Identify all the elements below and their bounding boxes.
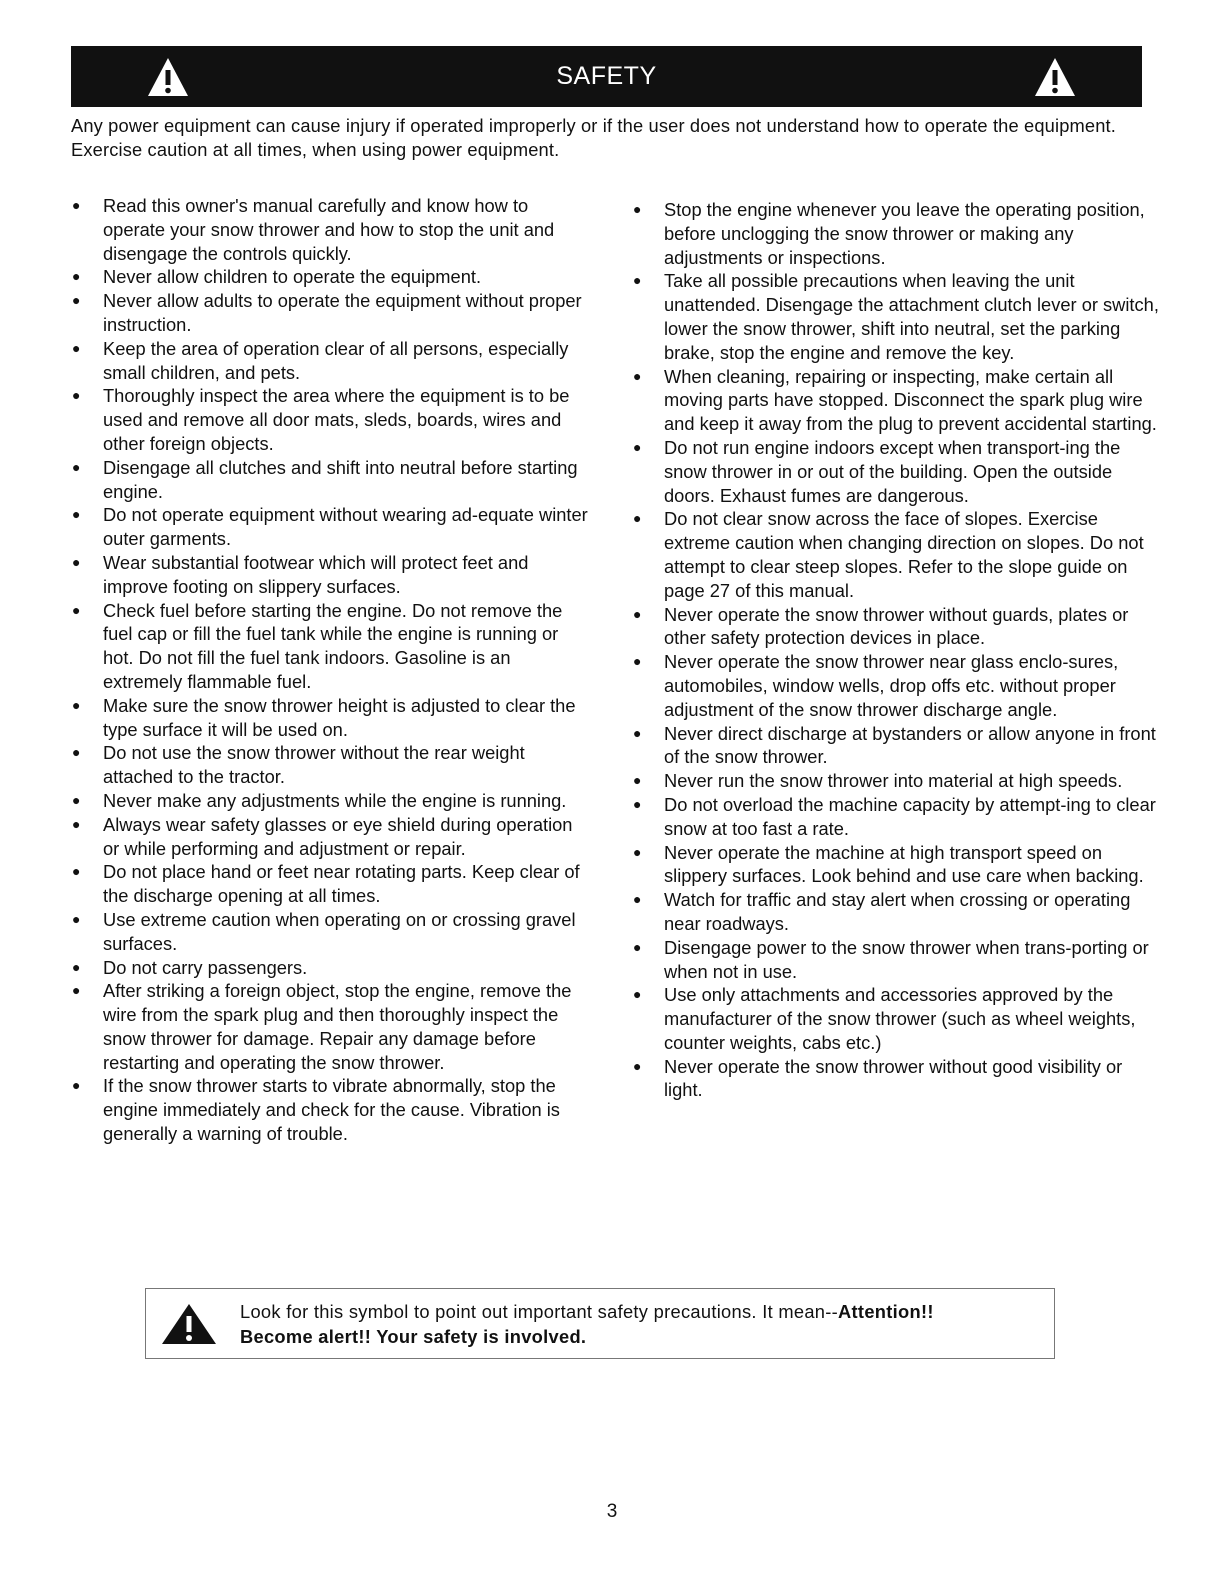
bullet-icon: ● xyxy=(633,724,642,741)
list-item-text: Never operate the snow thrower near glass enclo-sures, automobiles, window wells, drop offs etc. without proper adjustment of the snow thrower discharge angle. xyxy=(664,651,1119,720)
list-item xyxy=(72,551,592,599)
list-item xyxy=(72,289,592,337)
bullet-icon: ● xyxy=(72,339,81,356)
list-item-text: Disengage all clutches and shift into neutral before starting engine. xyxy=(103,456,578,502)
list-item-text: Never make any adjustments while the engine is running. xyxy=(103,789,567,811)
list-item xyxy=(633,507,1163,602)
list-item-text: Do not carry passengers. xyxy=(103,956,308,978)
safety-list-left xyxy=(72,194,592,1146)
list-item-text: When cleaning, repairing or inspecting, make certain all moving parts have stopped. Disconnect the spark plug wire and keep it away from the plug to prevent accidental starting. xyxy=(664,365,1157,435)
list-item-text: Never allow adults to operate the equipment without proper instruction. xyxy=(103,290,582,335)
list-item-text: Never allow children to operate the equipment. xyxy=(103,266,482,288)
list-item-text: Use only attachments and accessories approved by the manufacturer of the snow thrower (such as wheel weights, counter weights, cabs etc.) xyxy=(664,984,1136,1053)
bullet-icon: ● xyxy=(72,744,81,761)
list-item-text: Do not use the snow thrower without the rear weight attached to the tractor. xyxy=(103,742,525,788)
safety-notice-text xyxy=(240,1299,1050,1349)
bullet-icon: ● xyxy=(633,653,642,670)
list-item-text: If the snow thrower starts to vibrate abnormally, stop the engine immediately and check for the cause. Vibration is generally a warning of trouble. xyxy=(103,1075,560,1145)
page-title: SAFETY xyxy=(556,62,657,90)
bullet-icon: ● xyxy=(72,197,81,213)
list-item-text: Never run the snow thrower into material at high speeds. xyxy=(664,770,1123,792)
list-item-text: Do not operate equipment without wearing ad-equate winter outer garments. xyxy=(103,504,588,550)
page-number: 3 xyxy=(606,1501,618,1522)
list-item xyxy=(72,265,592,289)
list-item xyxy=(72,956,592,980)
warning-triangle-icon xyxy=(161,1303,217,1345)
list-item xyxy=(633,198,1163,269)
list-item xyxy=(633,983,1163,1054)
bullet-icon: ● xyxy=(633,795,642,812)
list-item xyxy=(72,503,592,551)
list-item xyxy=(633,1055,1163,1103)
bullet-icon: ● xyxy=(633,891,642,908)
list-item-text: Never operate the snow thrower without guards, plates or other safety protection devices in place. xyxy=(664,603,1129,649)
list-item-text: Read this owner's manual carefully and know how to operate your snow thrower and how to stop the unit and disengage the controls quickly. xyxy=(103,195,555,264)
bullet-icon: ● xyxy=(633,772,642,789)
list-item-text: Do not place hand or feet near rotating parts. Keep clear of the discharge opening at all times. xyxy=(103,861,580,907)
list-item xyxy=(72,908,592,956)
list-item xyxy=(72,979,592,1074)
list-item-text: Always wear safety glasses or eye shield during operation or while performing and adjustment or repair. xyxy=(103,813,573,859)
list-item-text: Stop the engine whenever you leave the operating position, before unclogging the snow thrower or making any adjustments or inspections. xyxy=(664,199,1145,268)
list-item-text: Make sure the snow thrower height is adjusted to clear the type surface it will be used on. xyxy=(103,694,576,740)
bullet-icon: ● xyxy=(72,910,81,927)
list-item xyxy=(72,860,592,908)
bullet-icon: ● xyxy=(72,1077,81,1094)
safety-notice-box xyxy=(145,1288,1055,1359)
list-item xyxy=(633,936,1163,984)
bullet-icon: ● xyxy=(72,601,81,618)
safety-list-right xyxy=(633,198,1163,1102)
list-item-text: Do not clear snow across the face of slopes. Exercise extreme caution when changing direction on slopes. Do not attempt to clear steep slopes. Refer to the slope guide on page 27 of this manual. xyxy=(664,508,1144,601)
list-item-text: After striking a foreign object, stop the engine, remove the wire from the spark plug and then thoroughly inspect the snow thrower for damage. Repair any damage before restarting and operating the snow thrower. xyxy=(103,980,572,1073)
list-item xyxy=(72,694,592,742)
notice-attention: Attention!! xyxy=(838,1301,934,1322)
list-item xyxy=(633,603,1163,651)
bullet-icon: ● xyxy=(72,815,81,832)
list-item xyxy=(633,269,1163,364)
list-item-text: Do not run engine indoors except when transport-ing the snow thrower in or out of the building. Open the outside doors. Exhaust fumes are dangerous. xyxy=(664,436,1121,506)
warning-triangle-icon xyxy=(146,56,190,98)
bullet-icon: ● xyxy=(633,201,642,217)
list-item xyxy=(72,813,592,861)
bullet-icon: ● xyxy=(72,458,81,475)
bullet-icon: ● xyxy=(633,510,642,527)
bullet-icon: ● xyxy=(72,863,81,880)
list-item-text: Keep the area of operation clear of all persons, especially small children, and pets. xyxy=(103,337,569,383)
bullet-icon: ● xyxy=(633,605,642,622)
list-item-text: Wear substantial footwear which will protect feet and improve footing on slippery surfaces. xyxy=(103,551,529,597)
list-item xyxy=(633,365,1163,436)
list-item xyxy=(72,1074,592,1145)
list-item xyxy=(72,337,592,385)
list-item xyxy=(72,194,592,265)
list-item-text: Disengage power to the snow thrower when trans-porting or when not in use. xyxy=(664,936,1149,982)
bullet-icon: ● xyxy=(72,292,81,309)
list-item xyxy=(633,841,1163,889)
list-item xyxy=(72,789,592,813)
bullet-icon: ● xyxy=(72,268,81,285)
section-header xyxy=(71,46,1142,107)
list-item-text: Never direct discharge at bystanders or allow anyone in front of the snow thrower. xyxy=(664,722,1156,768)
bullet-icon: ● xyxy=(72,506,81,523)
bullet-icon: ● xyxy=(72,958,81,975)
list-item xyxy=(633,769,1163,793)
list-item xyxy=(72,599,592,694)
list-item xyxy=(72,741,592,789)
intro-paragraph: Any power equipment can cause injury if operated improperly or if the user does not understand how to operate the equipment. Exercise caution at all times, when using power equipment. xyxy=(71,115,1116,160)
notice-text: Look for this symbol to point out important safety precautions. It mean-- xyxy=(240,1301,839,1322)
bullet-icon: ● xyxy=(633,843,642,860)
list-item-text: Check fuel before starting the engine. Do not remove the fuel cap or fill the fuel tank while the engine is running or hot. Do not fill the fuel tank indoors. Gasoline is an extremely flammable fuel. xyxy=(103,599,563,692)
list-item-text: Never operate the snow thrower without good visibility or light. xyxy=(664,1055,1123,1101)
bullet-icon: ● xyxy=(72,553,81,570)
bullet-icon: ● xyxy=(633,438,642,455)
list-item-text: Use extreme caution when operating on or crossing gravel surfaces. xyxy=(103,908,576,954)
list-item-text: Never operate the machine at high transport speed on slippery surfaces. Look behind and use care when backing. xyxy=(664,841,1144,887)
bullet-icon: ● xyxy=(633,986,642,1003)
bullet-icon: ● xyxy=(633,272,642,289)
bullet-icon: ● xyxy=(633,367,642,384)
bullet-icon: ● xyxy=(72,791,81,808)
list-item xyxy=(633,888,1163,936)
list-item xyxy=(72,384,592,455)
list-item xyxy=(633,722,1163,770)
bullet-icon: ● xyxy=(72,982,81,999)
bullet-icon: ● xyxy=(72,387,81,404)
bullet-icon: ● xyxy=(633,938,642,955)
warning-triangle-icon xyxy=(1033,56,1077,98)
notice-alert: Become alert!! Your safety is involved. xyxy=(240,1326,587,1347)
list-item xyxy=(633,436,1163,507)
list-item-text: Watch for traffic and stay alert when crossing or operating near roadways. xyxy=(664,889,1131,934)
list-item xyxy=(633,793,1163,841)
list-item xyxy=(633,650,1163,721)
bullet-icon: ● xyxy=(72,696,81,713)
list-item-text: Do not overload the machine capacity by attempt-ing to clear snow at too fast a rate. xyxy=(664,793,1156,839)
list-item xyxy=(72,456,592,504)
list-item-text: Take all possible precautions when leaving the unit unattended. Disengage the attachment clutch lever or switch, lower the snow thrower, shift into neutral, set the parking brake, stop the engine and remove the key. xyxy=(664,270,1159,363)
list-item-text: Thoroughly inspect the area where the equipment is to be used and remove all door mats, sleds, boards, wires and other foreign objects. xyxy=(103,385,570,454)
bullet-icon: ● xyxy=(633,1057,642,1074)
